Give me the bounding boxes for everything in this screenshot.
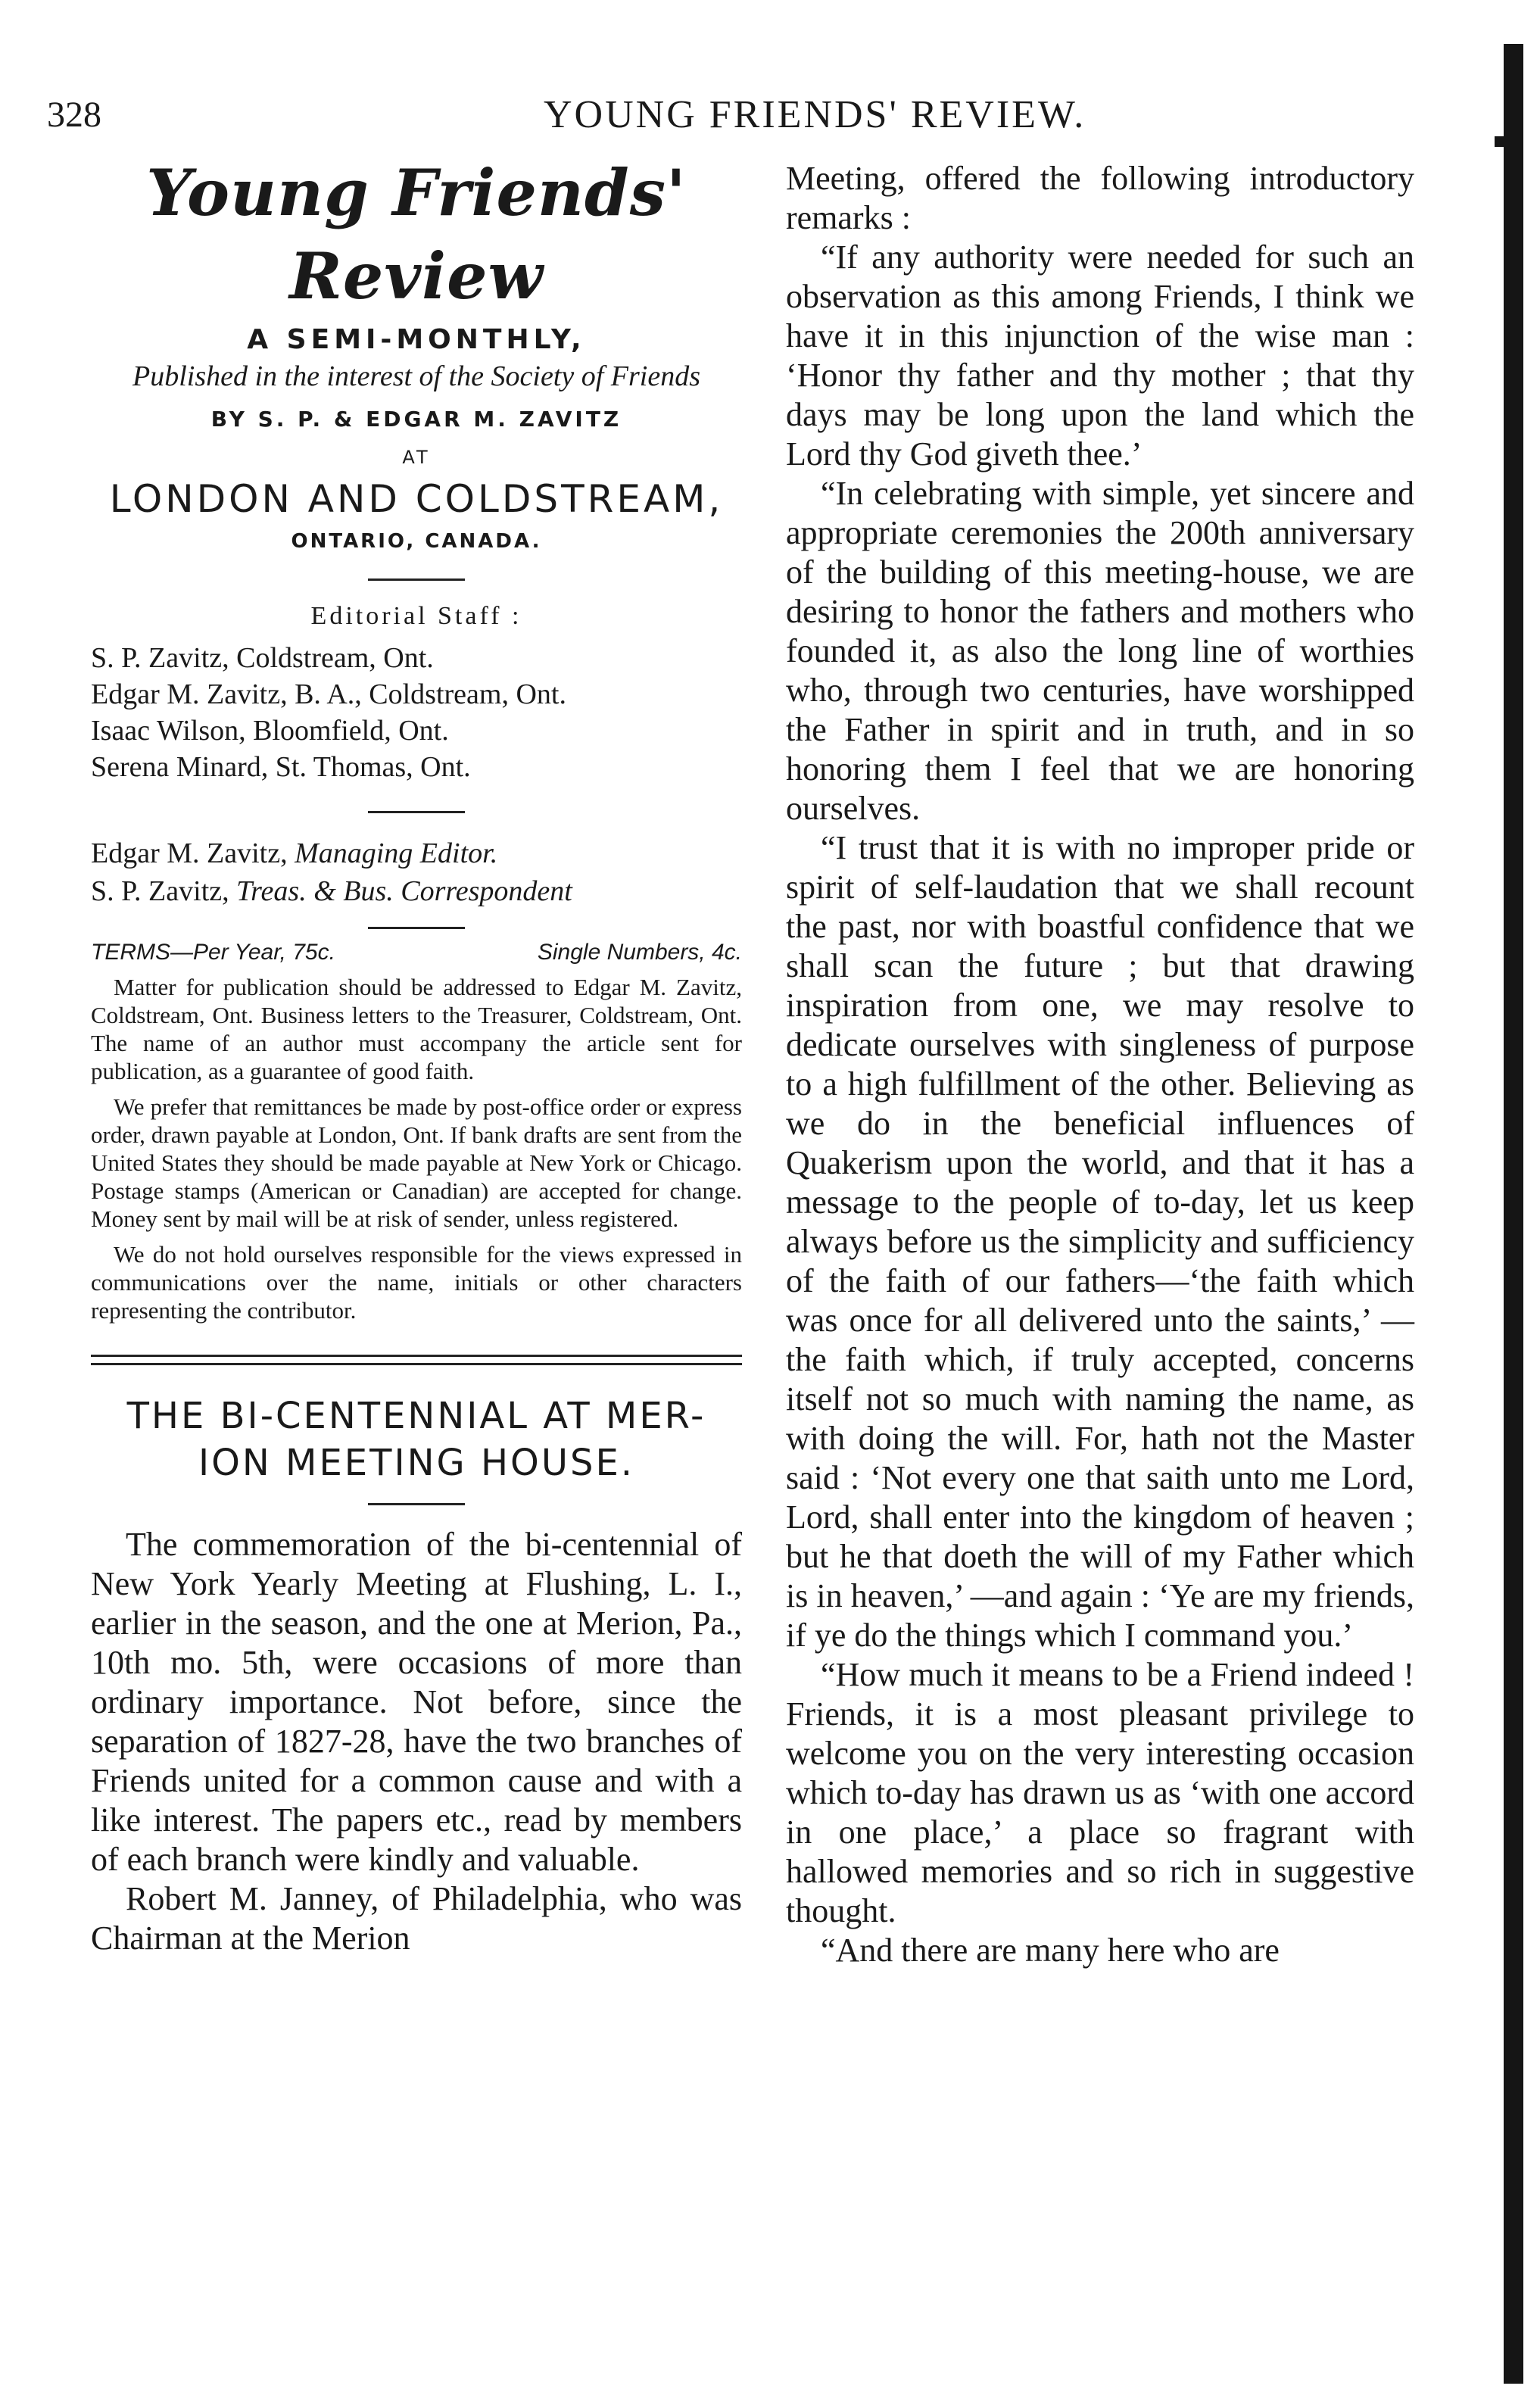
article-paragraph: “And there are many here who are (821, 1932, 1280, 1969)
terms-per-year: TERMS—Per Year, 75c. (91, 940, 335, 965)
left-column (91, 151, 742, 1958)
article-heading-line: THE BI-CENTENNIAL AT MER- (126, 1395, 706, 1437)
managing-editor-role: Managing Editor. (295, 837, 498, 869)
article-paragraph: “How much it means to be a Friend indeed ! Friends, it is a most pleasant privilege to welcome you on the very interesting occasion which to-day has drawn us as ‘with one accord in one place,’ a place so fragrant with hallowed memories and so rich in suggestive thought. (786, 1656, 1414, 1929)
staff-member: Serena Minard, St. Thomas, Ont. (91, 751, 471, 783)
article-paragraph: The commemoration of the bi-centennial of New York Yearly Meeting at Flushing, L. I., earlier in the season, and the one at Merion, Pa., 10th mo. 5th, were occasions of more than ordinary importance. Not before, since the separation of 1827-28, have the two branches of Friends united for a common cause and with a like interest. The papers etc., read by members of each branch were kindly and valuable. (91, 1526, 742, 1878)
staff-member: S. P. Zavitz, Coldstream, Ont. (91, 642, 434, 674)
article-heading-line: ION MEETING HOUSE. (198, 1442, 635, 1484)
terms-single: Single Numbers, 4c. (537, 940, 742, 965)
treasurer-name: S. P. Zavitz, (91, 875, 229, 907)
divider (368, 927, 465, 929)
notice-paragraph: Matter for publication should be addressed to Edgar M. Zavitz, Coldstream, Ont. Business letters to the Treasurer, Coldstream, Ont. The name of an author must accompany the article sent for publication, as a guarantee of good faith. (91, 974, 742, 1084)
notice-paragraph: We prefer that remittances be made by post-office order or express order, drawn payable at London, Ont. If bank drafts are sent from the United States they should be made payable at New York or Chicago. Postage stamps (American or Canadian) are accepted for change. Money sent by mail will be at risk of sender, unless registered. (91, 1093, 742, 1232)
right-column (786, 159, 1414, 1970)
page-number: 328 (47, 95, 101, 135)
article-paragraph: “In celebrating with simple, yet sincere and appropriate ceremonies the 200th anniversary of the building of this meeting-house, we are desiring to honor the fathers and mothers who founded it, as also the long line of worthies who, through two centuries, have worshipped the Father in spirit and in truth, and in so honoring them I feel that we are honoring ourselves. (786, 475, 1414, 827)
masthead-subtitle: A SEMI-MONTHLY, (247, 324, 586, 355)
staff-list (91, 640, 742, 785)
divider (368, 579, 465, 581)
article-paragraph: “If any authority were needed for such an observation as this among Friends, I think we have it in this injunction of the wise man : ‘Honor thy father and thy mother ; that thy days may be long upon the land which the Lord thy God giveth thee.’ (786, 239, 1414, 472)
staff-heading: Editorial Staff : (310, 602, 522, 630)
masthead-province: ONTARIO, CANADA. (291, 530, 542, 553)
running-header (44, 89, 1498, 142)
article-paragraph: Meeting, offered the following introductory remarks : (786, 160, 1414, 236)
staff-member: Edgar M. Zavitz, B. A., Coldstream, Ont. (91, 678, 566, 710)
divider (368, 811, 465, 813)
treasurer-role: Treas. & Bus. Correspondent (236, 875, 572, 907)
article-paragraph: Robert M. Janney, of Philadelphia, who was Chairman at the Merion (91, 1880, 742, 1957)
article-heading (91, 1392, 742, 1486)
divider (368, 1503, 465, 1505)
managing-editor-name: Edgar M. Zavitz, (91, 837, 288, 869)
page-edge-bar (1504, 44, 1523, 2384)
staff-member: Isaac Wilson, Bloomfield, Ont. (91, 715, 449, 747)
notice-paragraph: We do not hold ourselves responsible for the views expressed in communications over the name, initials or other characters representing the contributor. (91, 1241, 742, 1324)
masthead-location: LONDON AND COLDSTREAM, (109, 477, 724, 521)
running-title: YOUNG FRIENDS' REVIEW. (544, 93, 1086, 136)
managing-editor-line (91, 834, 742, 872)
treasurer-line (91, 872, 742, 910)
article-paragraph: “I trust that it is with no improper pride or spirit of self-laudation that we shall recount the past, nor with boastful confidence that we shall scan the future ; but that drawing inspiration from one, we may resolve to dedicate ourselves with singleness of purpose to a high fulfillment of the other. Believing as we do in the beneficial influences of Quakerism upon the world, and that it has a message to the people of to-day, let us keep always before us the simplicity and sufficiency of the faith of our fathers—‘the faith which was once for all delivered unto the saints,’ —the faith which, if truly accepted, concerns itself not so much with naming the name, as with doing the will. For, hath not the Master said : ‘Not every one that saith unto me Lord, Lord, shall enter into the kingdom of heaven ; but he that doeth the will of my Father which is in heaven,’ —and again : ‘Ye are my friends, if ye do the things which I command you.’ (786, 829, 1414, 1654)
terms-row (91, 940, 742, 965)
masthead-title: Young Friends' Review (146, 155, 687, 313)
masthead-published: Published in the interest of the Society of Friends (132, 360, 700, 392)
masthead-byline: BY S. P. & EDGAR M. ZAVITZ (210, 407, 622, 432)
section-rule (91, 1355, 742, 1365)
masthead-at: AT (402, 447, 431, 468)
